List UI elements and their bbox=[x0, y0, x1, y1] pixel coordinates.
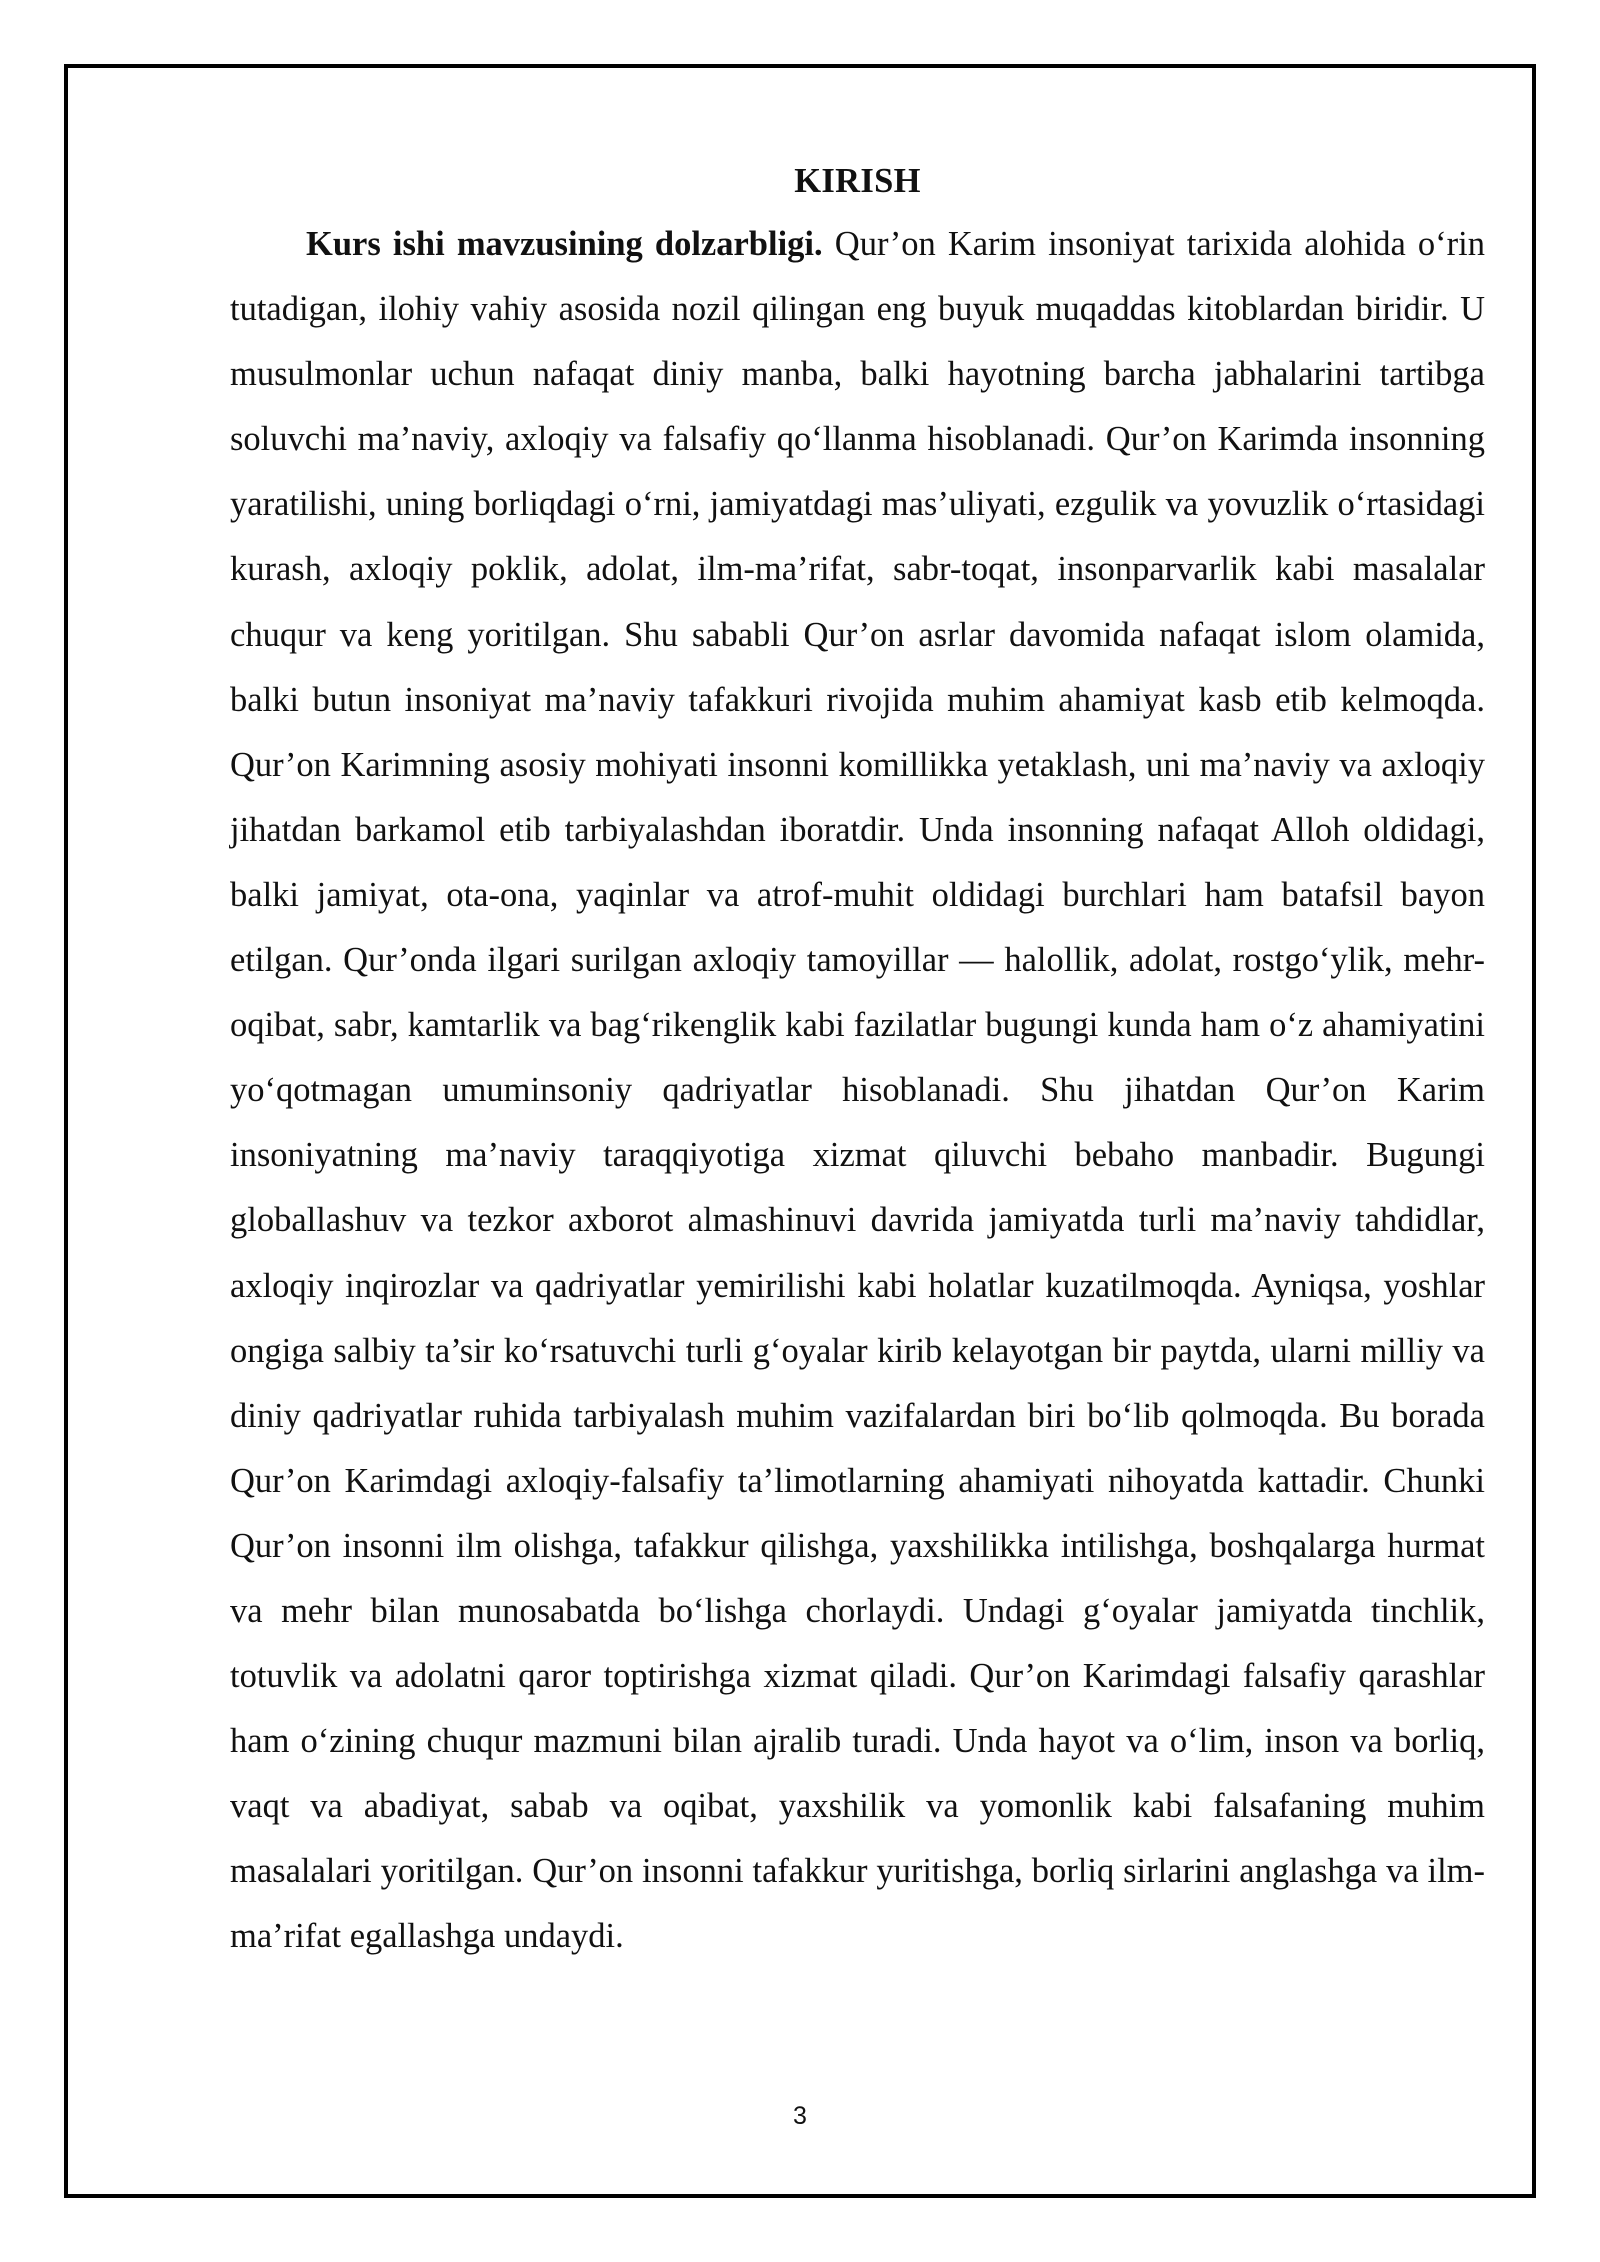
page-number: 3 bbox=[793, 2102, 807, 2130]
section-heading: KIRISH bbox=[794, 162, 921, 200]
body-paragraph bbox=[230, 212, 1485, 1970]
paragraph-lead: Kurs ishi mavzusining dolzarbligi. bbox=[306, 225, 823, 263]
paragraph-text: Qur’on Karim insoniyat tarixida alohida o‘rin tutadigan, ilohiy vahiy asosida nozil qilingan eng buyuk muqaddas kitoblardan biridir. U musulmonlar uchun nafaqat diniy manba, balki hayotning barcha jabhalarini tartibga soluvchi ma’naviy, axloqiy va falsafiy qo‘llanma hisoblanadi. Qur’on Karimda insonning yaratilishi, uning borliqdagi o‘rni, jamiyatdagi mas’uliyati, ezgulik va yovuzlik o‘rtasidagi kurash, axloqiy poklik, adolat, ilm-ma’rifat, sabr-toqat, insonparvarlik kabi masalalar chuqur va keng yoritilgan. Shu sababli Qur’on asrlar davomida nafaqat islom olamida, balki butun insoniyat ma’naviy tafakkuri rivojida muhim ahamiyat kasb etib kelmoqda. Qur’on Karimning asosiy mohiyati insonni komillikka yetaklash, uni ma’naviy va axloqiy jihatdan barkamol etib tarbiyalashdan iboratdir. Unda insonning nafaqat Alloh oldidagi, balki jamiyat, ota-ona, yaqinlar va atrof-muhit oldidagi burchlari ham batafsil bayon etilgan. Qur’onda ilgari surilgan axloqiy tamoyillar — halollik, adolat, rostgo‘ylik, mehr-oqibat, sabr, kamtarlik va bag‘rikenglik kabi fazilatlar bugungi kunda ham o‘z ahamiyatini yo‘qotmagan umuminsoniy qadriyatlar hisoblanadi. Shu jihatdan Qur’on Karim insoniyatning ma’naviy taraqqiyotiga xizmat qiluvchi bebaho manbadir. Bugungi globallashuv va tezkor axborot almashinuvi davrida jamiyatda turli ma’naviy tahdidlar, axloqiy inqirozlar va qadriyatlar yemirilishi kabi holatlar kuzatilmoqda. Ayniqsa, yoshlar ongiga salbiy ta’sir ko‘rsatuvchi turli g‘oyalar kirib kelayotgan bir paytda, ularni milliy va diniy qadriyatlar ruhida tarbiyalash muhim vazifalardan biri bo‘lib qolmoqda. Bu borada Qur’on Karimdagi axloqiy-falsafiy ta’limotlarning ahamiyati nihoyatda kattadir. Chunki Qur’on insonni ilm olishga, tafakkur qilishga, yaxshilikka intilishga, boshqalarga hurmat va mehr bilan munosabatda bo‘lishga chorlaydi. Undagi g‘oyalar jamiyatda tinchlik, totuvlik va adolatni qaror toptirishga xizmat qiladi. Qur’on Karimdagi falsafiy qarashlar ham o‘zining chuqur mazmuni bilan ajralib turadi. Unda hayot va o‘lim, inson va borliq, vaqt va abadiyat, sabab va oqibat, yaxshilik va yomonlik kabi falsafaning muhim masalalari yoritilgan. Qur’on insonni tafakkur yuritishga, borliq sirlarini anglashga va ilm-ma’rifat egallashga undaydi. bbox=[230, 225, 1485, 1956]
document-body bbox=[230, 150, 1485, 1970]
